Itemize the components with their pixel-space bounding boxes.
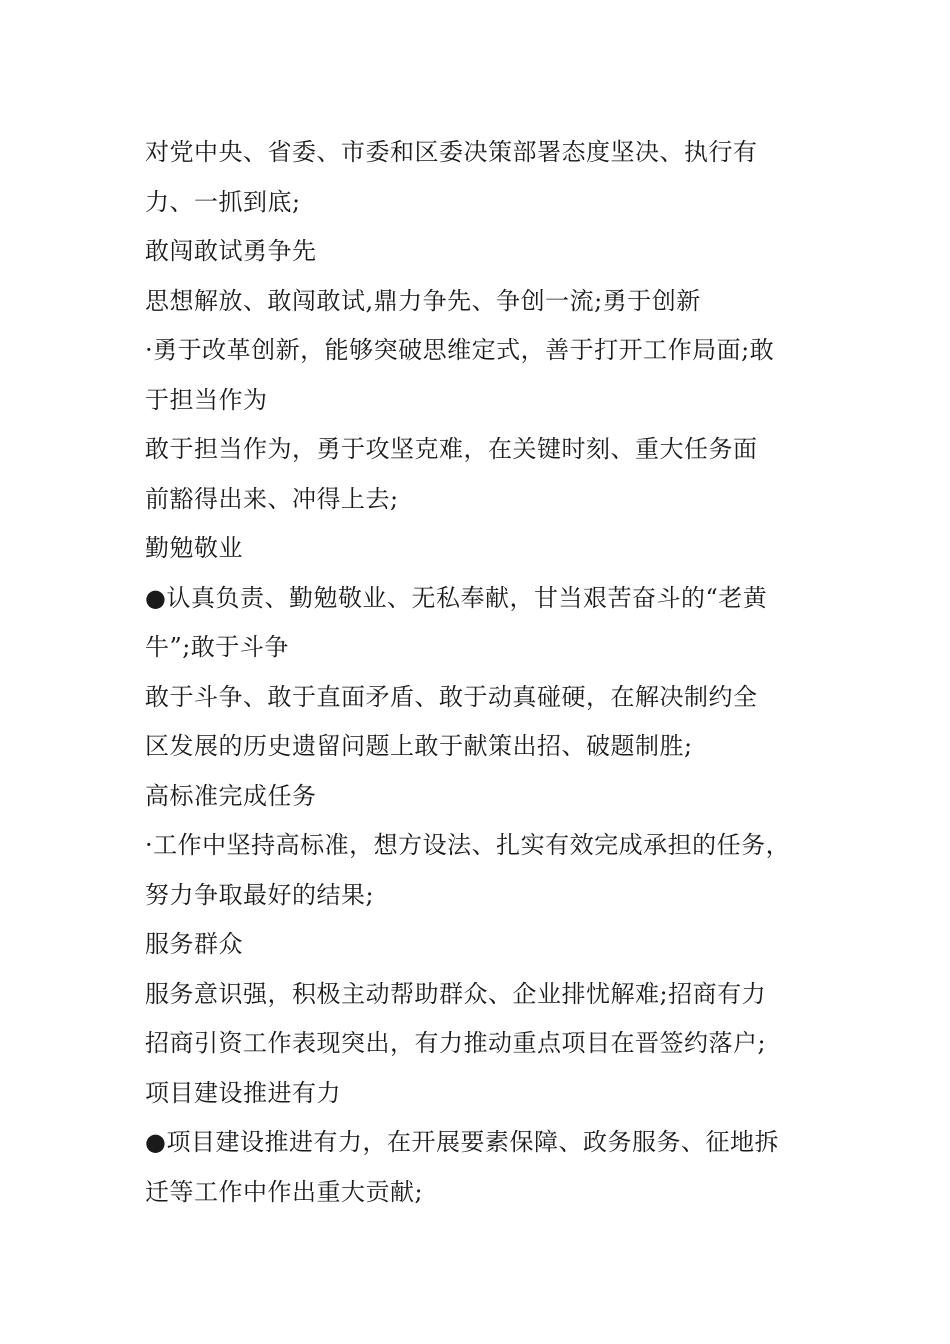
document-body xyxy=(145,128,815,1217)
text-line: 努力争取最好的结果; xyxy=(145,880,375,909)
text-line: 力、一抓到底; xyxy=(145,187,301,216)
text-line: 敢于担当作为，勇于攻坚克难，在关键时刻、重大任务面 xyxy=(145,435,758,463)
section-heading: 项目建设推进有力 xyxy=(145,1078,341,1107)
text-line: ·工作中坚持高标准，想方设法、扎实有效完成承担的任务， xyxy=(145,831,791,859)
section-heading: 敢闯敢试勇争先 xyxy=(145,237,317,265)
section-heading: 服务群众 xyxy=(145,930,243,958)
text-line: 服务意识强，积极主动帮助群众、企业排忧解难;招商有力 xyxy=(145,979,767,1008)
text-line: 敢于斗争、敢于直面矛盾、敢于动真碰硬，在解决制约全 xyxy=(145,682,758,711)
text-line: 招商引资工作表现突出，有力推动重点项目在晋签约落户; xyxy=(145,1029,767,1057)
section-heading: 高标准完成任务 xyxy=(145,781,317,810)
text-line: ●认真负责、勤勉敬业、无私奉献，甘当艰苦奋斗的“老黄 xyxy=(145,583,768,612)
text-line: 迁等工作中作出重大贡献; xyxy=(145,1177,424,1206)
text-line: ·勇于改革创新，能够突破思维定式，善于打开工作局面;敢 xyxy=(145,336,775,364)
text-line: 思想解放、敢闯敢试,鼎力争先、争创一流;勇于创新 xyxy=(145,286,701,315)
text-line: 前豁得出来、冲得上去; xyxy=(145,484,399,513)
text-line: ●项目建设推进有力，在开展要素保障、政务服务、征地拆 xyxy=(145,1128,779,1156)
text-line: 于担当作为 xyxy=(145,385,268,414)
text-line: 牛”;敢于斗争 xyxy=(145,633,289,661)
section-heading: 勤勉敬业 xyxy=(145,534,243,562)
text-line: 区发展的历史遗留问题上敢于献策出招、破题制胜; xyxy=(145,732,693,760)
text-line: 对党中央、省委、市委和区委决策部署态度坚决、执行有 xyxy=(145,138,758,166)
